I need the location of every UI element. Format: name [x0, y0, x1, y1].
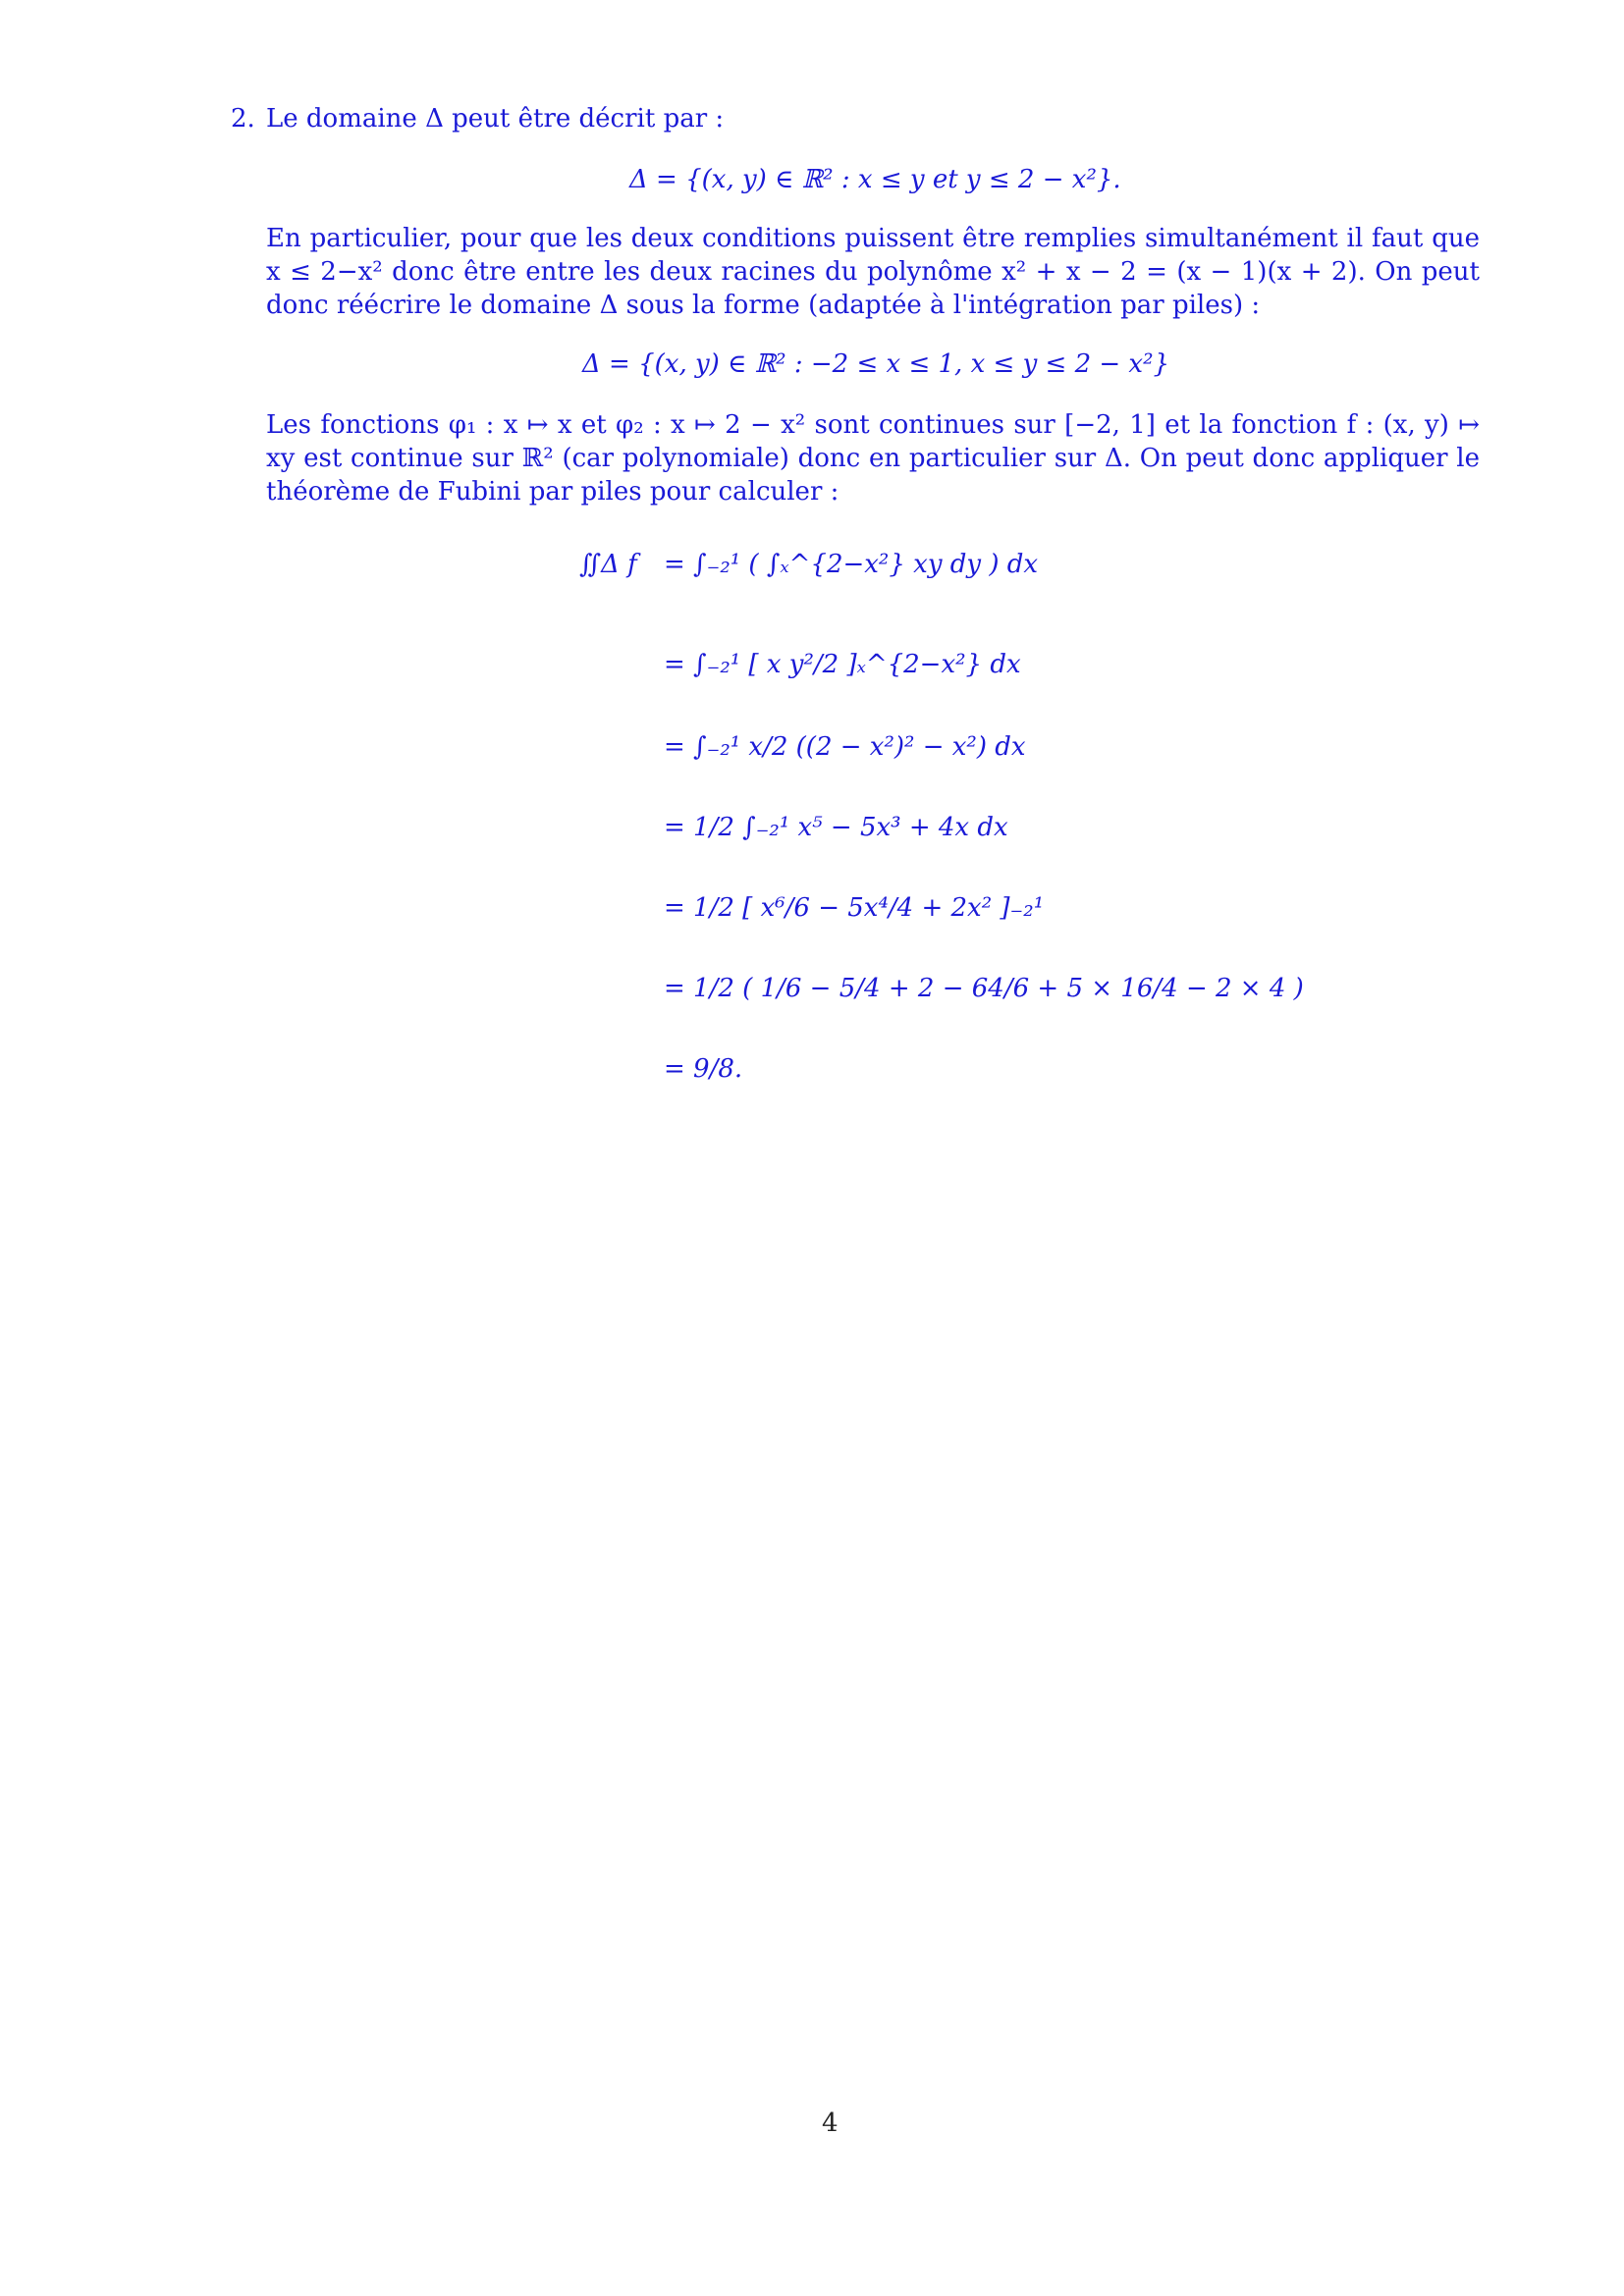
calc-line-4: = 1/2 ∫₋₂¹ x⁵ − 5x³ + 4x dx	[664, 813, 1008, 842]
intro-text: Le domaine Δ peut être décrit par :	[266, 104, 725, 133]
calc-line-7: = 9/8.	[664, 1054, 743, 1084]
calc-line-5: = 1/2 [ x⁶/6 − 5x⁴/4 + 2x² ]₋₂¹	[664, 893, 1045, 923]
paragraph-1: En particulier, pour que les deux conditions puissent être remplies simultanément il faut que x ≤ 2−x² donc être entre les deux racines du polynôme x² + x − 2 = (x − 1)(x + 2). On peut donc réécrire le domaine Δ sous la forme (adaptée à l'intégration par piles) :	[266, 224, 1480, 320]
calc-line-6: = 1/2 ( 1/6 − 5/4 + 2 − 64/6 + 5 × 16/4 − 2 × 4 )	[664, 974, 1304, 1003]
page-number: 4	[822, 2109, 839, 2138]
calc-line-1-lhs: ∬Δ f	[579, 550, 637, 579]
calc-line-2: = ∫₋₂¹ [ x y²/2 ]ₓ^{2−x²} dx	[664, 650, 1021, 679]
item-number: 2.	[231, 104, 255, 133]
calc-line-1: = ∫₋₂¹ ( ∫ₓ^{2−x²} xy dy ) dx	[664, 550, 1039, 579]
calc-line-3: = ∫₋₂¹ x/2 ((2 − x²)² − x²) dx	[664, 732, 1026, 762]
domain-equation-1: Δ = {(x, y) ∈ ℝ² : x ≤ y et y ≤ 2 − x²}.	[629, 165, 1121, 194]
paragraph-2: Les fonctions φ₁ : x ↦ x et φ₂ : x ↦ 2 − x² sont continues sur [−2, 1] et la fonction f : (x, y) ↦ xy est continue sur ℝ² (car polynomiale) donc en particulier sur Δ. On peut donc appliquer le théorème de Fubini par piles pour calculer :	[266, 410, 1480, 507]
domain-equation-2: Δ = {(x, y) ∈ ℝ² : −2 ≤ x ≤ 1, x ≤ y ≤ 2 − x²}	[582, 349, 1170, 379]
